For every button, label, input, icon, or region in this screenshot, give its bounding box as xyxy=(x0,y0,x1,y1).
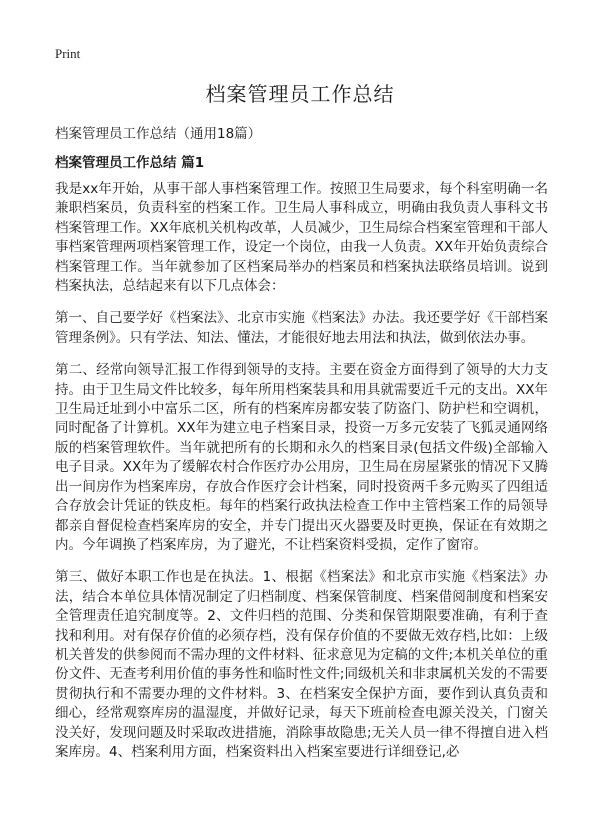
print-link[interactable]: Print xyxy=(55,46,81,61)
paragraph-third-point: 第三、做好本职工作也是在执法。1、根据《档案法》和北京市实施《档案法》办法，结合本单位具体情况制定了归档制度、档案保管制度、档案借阅制度和档案安全管理责任追究制度等。2、文件归档的范围、分类和保管期限要准确，有利于查找和利用。对有保存价值的必须存档，没有保存价值的不要做无效存档,比如：上级机关普发的供参阅而不需办理的文件材料、征求意见为定稿的文件;本机关单位的重份文件、无查考利用价值的事务性和临时性文件;同级机关和非隶属机关发的不需要贯彻执行和不需要办理的文件材料。3、在档案安全保护方面，要作到认真负责和细心，经常观察库房的温湿度，并做好记录，每天下班前检查电源关没关，门窗关没关好，发现问题及时采取改进措施，消除事故隐患;无关人员一律不得擅自进入档案库房。4、档案利用方面，档案资料出入档案室要进行详细登记,必 xyxy=(55,569,548,760)
page-title: 档案管理员工作总结 xyxy=(205,82,395,106)
document-body xyxy=(55,180,548,775)
document-subtitle: 档案管理员工作总结（通用18篇） xyxy=(55,126,262,142)
section-heading: 档案管理员工作总结 篇1 xyxy=(55,155,205,171)
paragraph-second-point: 第二、经常向领导汇报工作得到领导的支持。主要在资金方面得到了领导的大力支持。由于卫生局文件比较多，每年所用档案装具和用具就需要近千元的支出。XX年卫生局迁址到小中富乐二区，所有的档案库房都安装了防盗门、防护栏和空调机，同时配备了计算机。XX年为建立电子档案目录，投资一万多元安装了飞狐灵通网络版的档案管理软件。当年就把所有的长期和永久的档案目录(包括文件级)全部输入电子目录。XX年为了缓解农村合作医疗办公用房，卫生局在房屋紧张的情况下又腾出一间房作为档案库房，存放合作医疗会计档案，同时投资两千多元购买了四组适合存放会计凭证的铁皮柜。每年的档案行政执法检查工作中主管档案工作的局领导都亲自督促检查档案库房的安全，并专门提出灭火器要及时更换，保证在有效期之内。今年调换了档案库房，为了避光，不让档案资料受损，定作了窗帘。 xyxy=(55,362,548,553)
paragraph-first-point: 第一、自己要学好《档案法》、北京市实施《档案法》办法。我还要学好《干部档案管理条例》。只有学法、知法、懂法，才能很好地去用法和执法，做到依法办事。 xyxy=(55,310,548,346)
paragraph-intro: 我是xx年开始，从事干部人事档案管理工作。按照卫生局要求，每个科室明确一名兼职档案员，负责科室的档案工作。卫生局人事科成立，明确由我负责人事科文书档案管理工作。XX年底机关机构改革，人员减少，卫生局综合档案室管理和干部人事档案管理两项档案管理工作，设定一个岗位，由我一人负责。XX年开始负责综合档案管理工作。当年就参加了区档案局举办的档案员和档案执法联络员培训。说到档案执法，总结起来有以下几点体会： xyxy=(55,181,548,295)
